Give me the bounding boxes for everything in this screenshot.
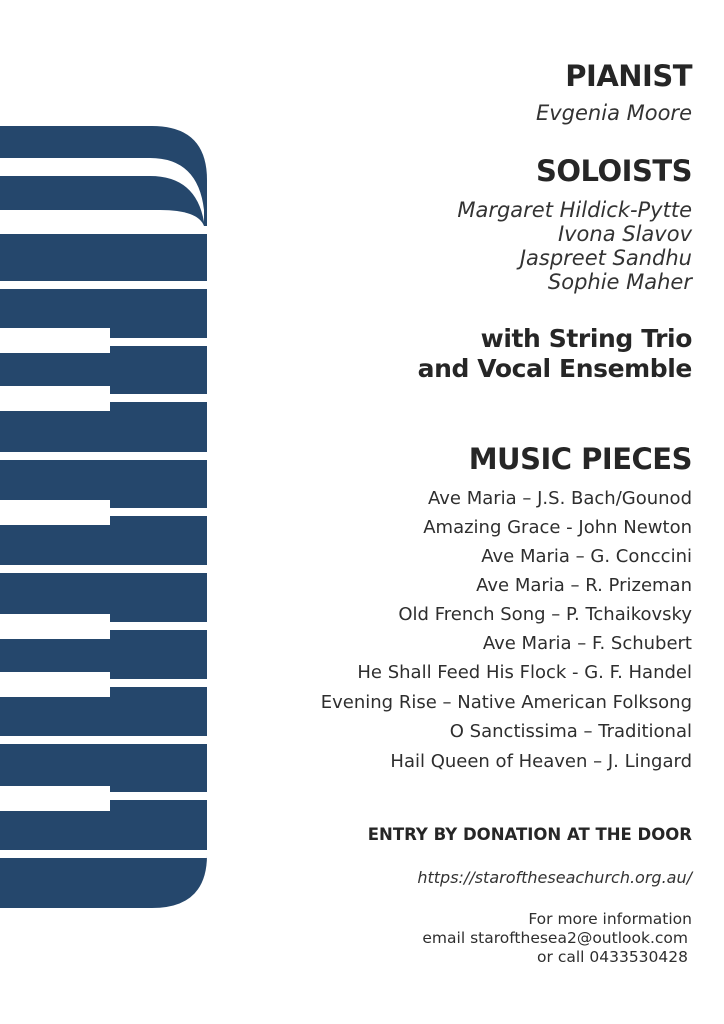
music-piece-item: Ave Maria – G. Conccini <box>481 546 692 567</box>
piano-keys-graphic <box>0 0 210 1024</box>
ensemble-line-1: with String Trio <box>480 324 692 353</box>
soloist-name: Ivona Slavov <box>557 222 692 246</box>
music-piece-item: He Shall Feed His Flock - G. F. Handel <box>357 662 692 683</box>
soloist-name: Margaret Hildick-Pytte <box>457 198 692 222</box>
soloist-name: Sophie Maher <box>547 270 692 294</box>
music-piece-item: Ave Maria – R. Prizeman <box>476 575 692 596</box>
music-piece-item: Hail Queen of Heaven – J. Lingard <box>390 751 692 772</box>
soloist-name: Jaspreet Sandhu <box>519 246 692 270</box>
contact-phone[interactable]: or call 0433530428 <box>537 948 688 966</box>
ensemble-line-2: and Vocal Ensemble <box>417 354 692 383</box>
church-website-link[interactable]: https://staroftheseachurch.org.au/ <box>417 868 692 887</box>
contact-email[interactable]: email staroftheseа2@outlook.com <box>422 929 688 947</box>
music-pieces-heading: MUSIC PIECES <box>468 442 692 476</box>
music-piece-item: O Sanctissima – Traditional <box>449 721 692 742</box>
music-piece-item: Evening Rise – Native American Folksong <box>320 692 692 713</box>
pianist-name: Evgenia Moore <box>535 101 692 125</box>
soloists-heading: SOLOISTS <box>536 154 692 188</box>
more-info-line: For more information <box>528 910 692 928</box>
music-piece-item: Ave Maria – J.S. Bach/Gounod <box>427 488 692 509</box>
music-piece-item: Old French Song – P. Tchaikovsky <box>398 604 692 625</box>
entry-by-donation-notice: ENTRY BY DONATION AT THE DOOR <box>367 825 692 844</box>
music-piece-item: Amazing Grace - John Newton <box>423 517 692 538</box>
pianist-heading: PIANIST <box>565 59 692 93</box>
music-piece-item: Ave Maria – F. Schubert <box>482 633 692 654</box>
curved-key-edge-2 <box>0 210 204 232</box>
